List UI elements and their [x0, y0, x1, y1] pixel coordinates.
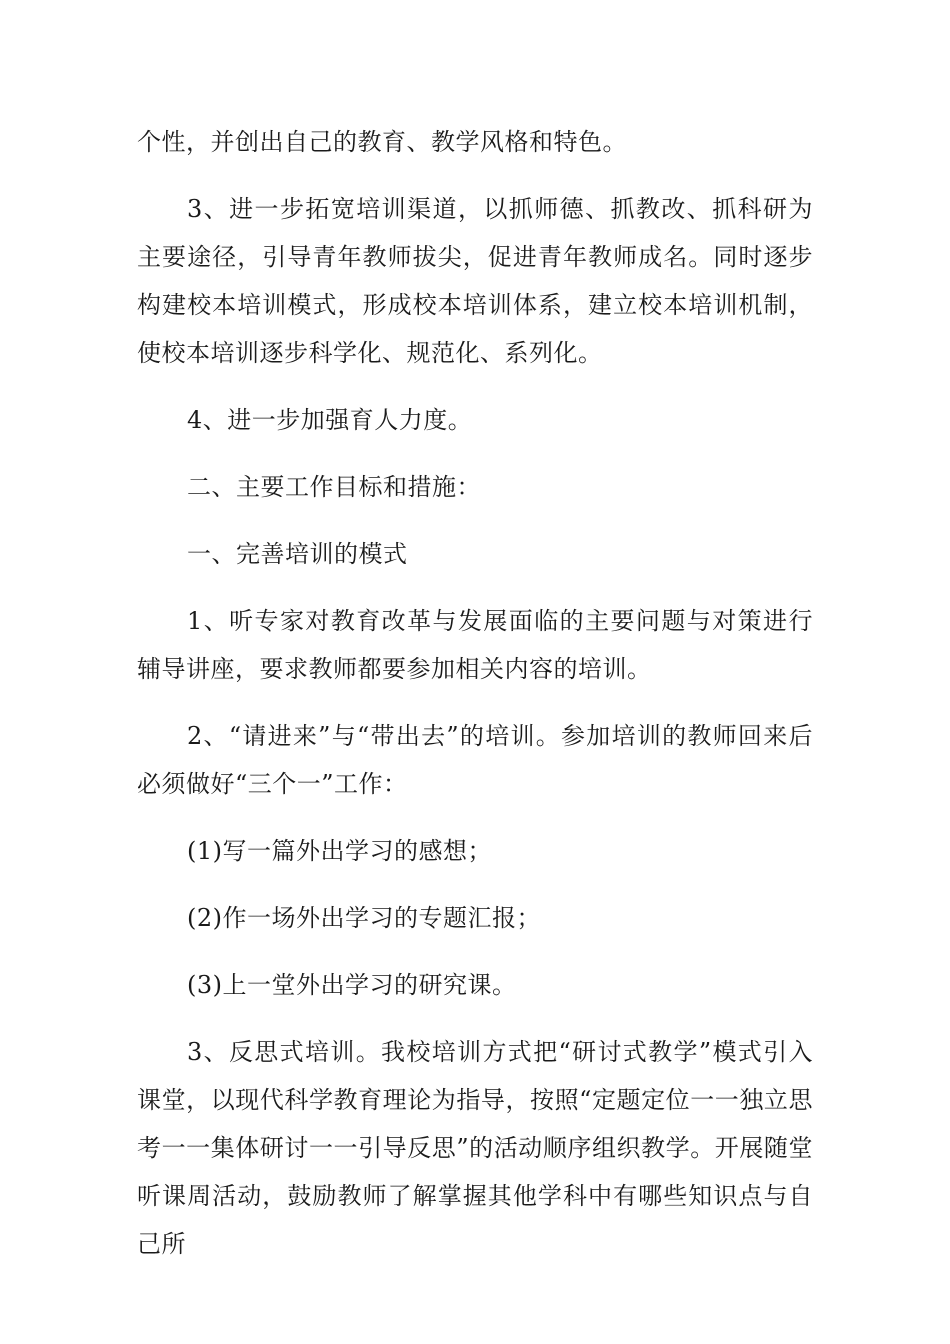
paragraph-continuation: 个性，并创出自己的教育、教学风格和特色。 — [137, 128, 627, 156]
paragraph-item-3-training-channels: 3、进一步拓宽培训渠道，以抓师德、抓教改、抓科研为主要途径，引导青年教师拔尖，促进青年教师成名。同时逐步构建校本培训模式，形成校本培训体系，建立校本培训机制，使校本培训逐步科学化、规范化、系列化。 — [137, 195, 813, 367]
paragraph-item-2-invite-and-send: 2、“请进来”与“带出去”的培训。参加培训的教师回来后必须做好“三个一”工作： — [137, 722, 813, 798]
document-body — [137, 118, 813, 1268]
sub-item-1-reflection: (1)写一篇外出学习的感想； — [187, 837, 492, 865]
sub-item-3-research-class: (3)上一堂外出学习的研究课。 — [187, 971, 517, 999]
sub-item-2-report: (2)作一场外出学习的专题汇报； — [187, 904, 541, 932]
paragraph-item-1-expert-lectures: 1、听专家对教育改革与发展面临的主要问题与对策进行辅导讲座，要求教师都要参加相关内容的培训。 — [137, 607, 813, 683]
paragraph-item-4-education-strength: 4、进一步加强育人力度。 — [187, 406, 473, 434]
section-heading-training-model: 一、完善培训的模式 — [187, 540, 408, 568]
section-heading-main-goals: 二、主要工作目标和措施： — [187, 473, 481, 501]
paragraph-item-3-reflective-training: 3、反思式培训。我校培训方式把“研讨式教学”模式引入课堂，以现代科学教育理论为指导，按照“定题定位一一独立思考一一集体研讨一一引导反思”的活动顺序组织教学。开展随堂听课周活动，鼓励教师了解掌握其他学科中有哪些知识点与自己所 — [137, 1038, 813, 1258]
